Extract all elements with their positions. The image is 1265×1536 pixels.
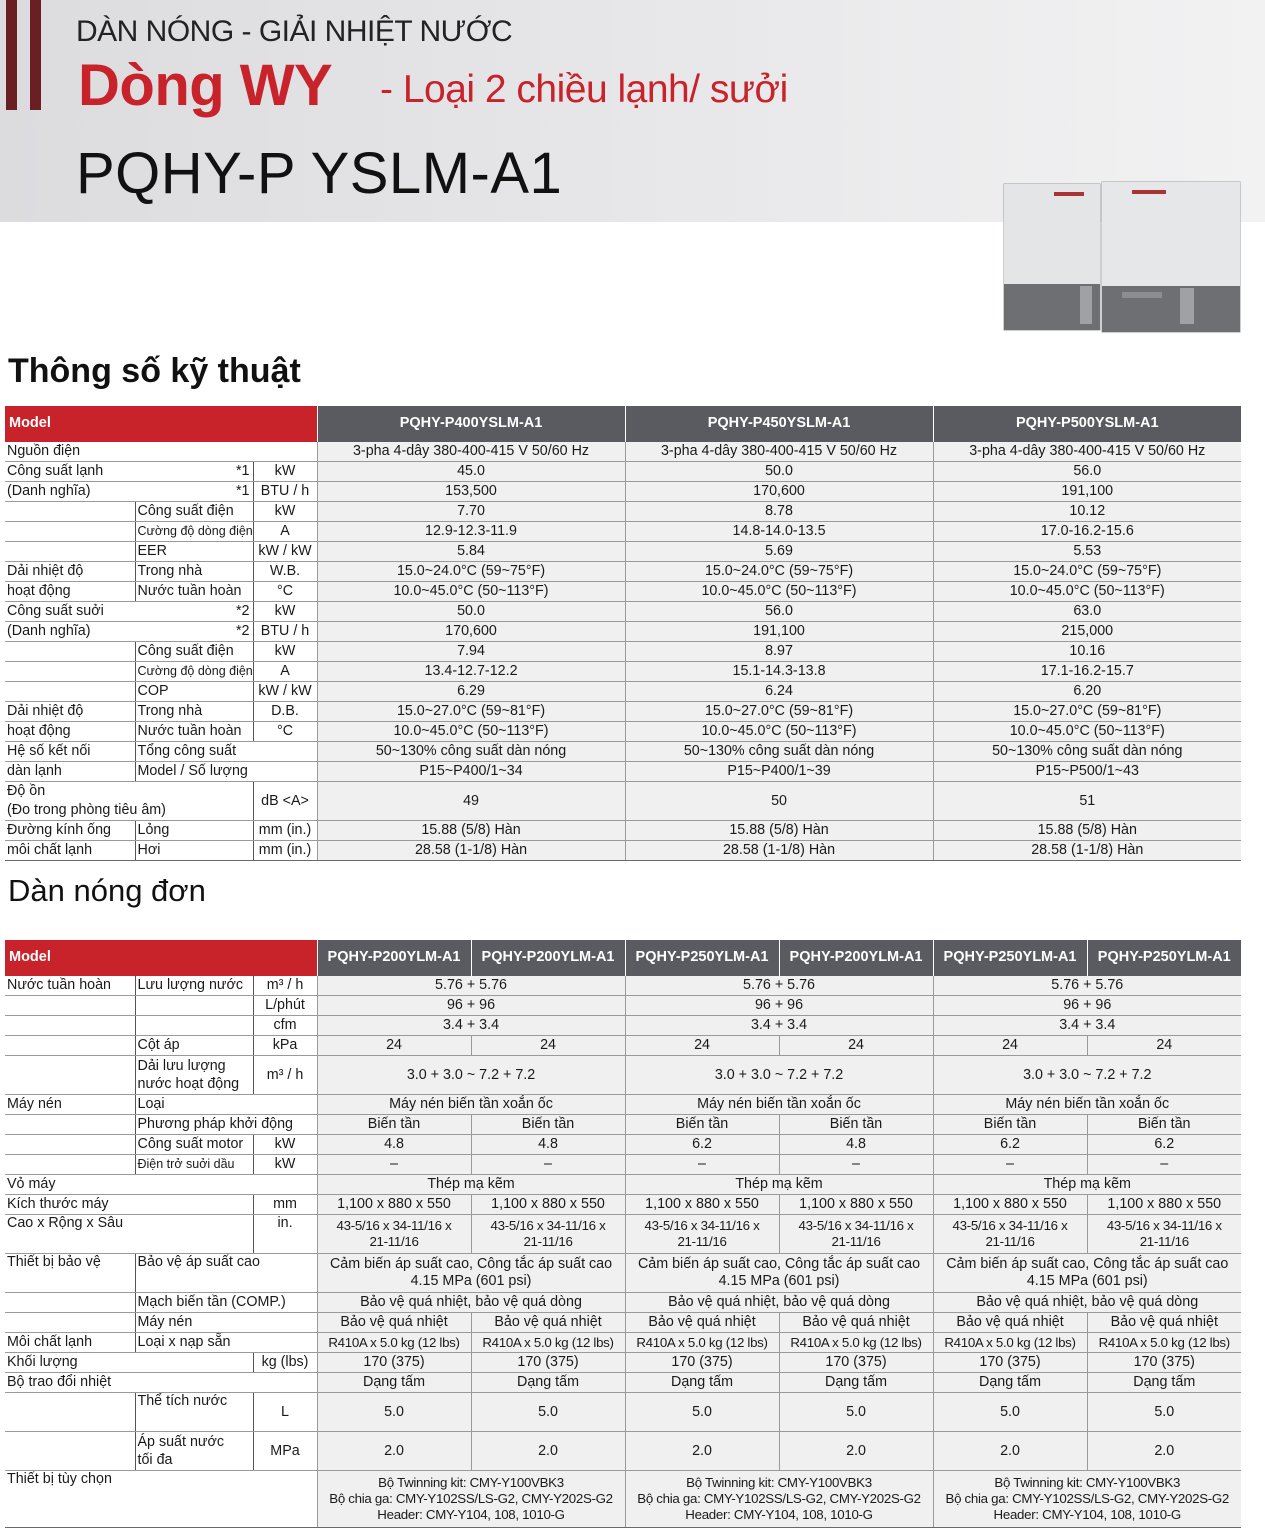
model-title: PQHY-P YSLM-A1 (76, 141, 563, 206)
table-row: Bộ trao đổi nhiệt Dạng tấm Dạng tấm Dạng tấm Dạng tấm Dạng tấm Dạng tấm (5, 1373, 1241, 1393)
model-header: Model (5, 406, 317, 442)
accent-bar (6, 0, 17, 110)
table-row: hoạt động Nước tuần hoàn °C 10.0~45.0°C (50~113°F) 10.0~45.0°C (50~113°F) 10.0~45.0°C (50~113°F) (5, 582, 1241, 602)
table-row: (Danh nghĩa) *2 BTU / h 170,600 191,100 215,000 (5, 622, 1241, 642)
table-row: Cột áp kPa 24 24 24 24 24 24 (5, 1036, 1241, 1056)
table-row: Thiết bị tùy chọn Bộ Twinning kit: CMY-Y100VBK3 Bộ chia ga: CMY-Y102SS/LS-G2, CMY-Y202S-G2 Header: CMY-Y104, 108, 1010-G Bộ Twinning kit: CMY-Y100VBK3 Bộ chia ga: CMY-Y102SS/LS-G2, CMY-Y202S-G2 Header: CMY-Y104, 108, 1010-G Bộ Twinning kit: CMY-Y100VBK3 Bộ chia ga: CMY-Y102SS/LS-G2, CMY-Y202S-G2 Header: CMY-Y104, 108, 1010-G (5, 1471, 1241, 1528)
model-column: PQHY-P250YLM-A1 (933, 940, 1087, 976)
table-row: hoạt động Nước tuần hoàn °C 10.0~45.0°C (50~113°F) 10.0~45.0°C (50~113°F) 10.0~45.0°C (50~113°F) (5, 722, 1241, 742)
table-row: cfm 3.4 + 3.4 3.4 + 3.4 3.4 + 3.4 (5, 1016, 1241, 1036)
table-row: EER kW / kW 5.84 5.69 5.53 (5, 542, 1241, 562)
table-row: Thể tích nước L 5.0 5.0 5.0 5.0 5.0 5.0 (5, 1393, 1241, 1432)
spec-table (5, 406, 1241, 861)
table-row: Nguồn điện 3-pha 4-dây 380-400-415 V 50/60 Hz 3-pha 4-dây 380-400-415 V 50/60 Hz 3-pha 4-dây 380-400-415 V 50/60 Hz (5, 442, 1241, 462)
table-row: Hệ số kết nối Tổng công suất 50~130% công suất dàn nóng 50~130% công suất dàn nóng 50~130% công suất dàn nóng (5, 742, 1241, 762)
model-column: PQHY-P450YSLM-A1 (625, 406, 933, 442)
model-column: PQHY-P200YLM-A1 (471, 940, 625, 976)
kicker-title: DÀN NÓNG - GIẢI NHIỆT NƯỚC (76, 15, 513, 48)
model-column: PQHY-P500YSLM-A1 (933, 406, 1241, 442)
table-row: Độ ồn (Đo trong phòng tiêu âm) dB <A> 49 50 51 (5, 782, 1241, 821)
table-row: Cường độ dòng điện A 13.4-12.7-12.2 15.1-14.3-13.8 17.1-16.2-15.7 (5, 662, 1241, 682)
accent-bar (30, 0, 41, 110)
single-unit-table (5, 940, 1241, 1528)
table-row: Công suất điện kW 7.94 8.97 10.16 (5, 642, 1241, 662)
table-row: Vỏ máy Thép mạ kẽm Thép mạ kẽm Thép mạ kẽm (5, 1175, 1241, 1195)
table-row: Mạch biến tần (COMP.) Bảo vệ quá nhiệt, bảo vệ quá dòng Bảo vệ quá nhiệt, bảo vệ quá dòng Bảo vệ quá nhiệt, bảo vệ quá dòng (5, 1293, 1241, 1313)
table-row: Dải nhiệt độ Trong nhà W.B. 15.0~24.0°C (59~75°F) 15.0~24.0°C (59~75°F) 15.0~24.0°C (59~75°F) (5, 562, 1241, 582)
table-row: Thiết bị bảo vệ Bảo vệ áp suất cao Cảm biến áp suất cao, Công tắc áp suất cao 4.15 MPa (601 psi) Cảm biến áp suất cao, Công tắc áp suất cao 4.15 MPa (601 psi) Cảm biến áp suất cao, Công tắc áp suất cao 4.15 MPa (601 psi) (5, 1254, 1241, 1293)
product-image (1002, 180, 1244, 334)
model-column: PQHY-P400YSLM-A1 (317, 406, 625, 442)
spec-header-row (5, 406, 1241, 442)
table-row: Áp suất nước tối đa MPa 2.0 2.0 2.0 2.0 2.0 2.0 (5, 1432, 1241, 1471)
series-subtitle: - Loại 2 chiều lạnh/ sưởi (380, 68, 788, 111)
table-row: Dải nhiệt độ Trong nhà D.B. 15.0~27.0°C (59~81°F) 15.0~27.0°C (59~81°F) 15.0~27.0°C (59~81°F) (5, 702, 1241, 722)
table-row: môi chất lạnh Hơi mm (in.) 28.58 (1-1/8) Hàn 28.58 (1-1/8) Hàn 28.58 (1-1/8) Hàn (5, 841, 1241, 861)
model-column: PQHY-P200YLM-A1 (317, 940, 471, 976)
single-header-row (5, 940, 1241, 976)
table-row: Điện trở suởi dầu kW – – – – – – (5, 1155, 1241, 1175)
model-column: PQHY-P200YLM-A1 (779, 940, 933, 976)
model-column: PQHY-P250YLM-A1 (625, 940, 779, 976)
table-row: Máy nén Loại Máy nén biến tần xoắn ốc Máy nén biến tần xoắn ốc Máy nén biến tần xoắn ốc (5, 1095, 1241, 1115)
table-row: Nước tuần hoàn Lưu lượng nước m³ / h 5.76 + 5.76 5.76 + 5.76 5.76 + 5.76 (5, 976, 1241, 996)
table-row: Khối lượng kg (lbs) 170 (375) 170 (375) 170 (375) 170 (375) 170 (375) 170 (375) (5, 1353, 1241, 1373)
table-row: Máy nén Bảo vệ quá nhiệt Bảo vệ quá nhiệt Bảo vệ quá nhiệt Bảo vệ quá nhiệt Bảo vệ quá nhiệt Bảo vệ quá nhiệt (5, 1313, 1241, 1333)
table-row: Công suất lạnh *1 kW 45.0 50.0 56.0 (5, 462, 1241, 482)
table-row: COP kW / kW 6.29 6.24 6.20 (5, 682, 1241, 702)
table-row: (Danh nghĩa) *1 BTU / h 153,500 170,600 191,100 (5, 482, 1241, 502)
table-row: dàn lạnh Model / Số lượng P15~P400/1~34 P15~P400/1~39 P15~P500/1~43 (5, 762, 1241, 782)
table-row: Cường độ dòng điện A 12.9-12.3-11.9 14.8-14.0-13.5 17.0-16.2-15.6 (5, 522, 1241, 542)
table-row: L/phút 96 + 96 96 + 96 96 + 96 (5, 996, 1241, 1016)
table-row: Môi chất lạnh Loại x nạp sẵn R410A x 5.0 kg (12 lbs) R410A x 5.0 kg (12 lbs) R410A x 5.0 kg (12 lbs) R410A x 5.0 kg (12 lbs) R410A x 5.0 kg (12 lbs) R410A x 5.0 kg (12 lbs) (5, 1333, 1241, 1353)
single-section-title: Dàn nóng đơn (8, 873, 206, 908)
table-row: Phương pháp khởi động Biến tần Biến tần Biến tần Biến tần Biến tần Biến tần (5, 1115, 1241, 1135)
table-row: Kích thước máy mm 1,100 x 880 x 550 1,100 x 880 x 550 1,100 x 880 x 550 1,100 x 880 x 550 1,100 x 880 x 550 1,100 x 880 x 550 (5, 1195, 1241, 1215)
table-row: Dải lưu lượng nước hoạt động m³ / h 3.0 + 3.0 ~ 7.2 + 7.2 3.0 + 3.0 ~ 7.2 + 7.2 3.0 + 3.0 ~ 7.2 + 7.2 (5, 1056, 1241, 1095)
series-title: Dòng WY (78, 53, 333, 118)
model-header: Model (5, 940, 317, 976)
table-row: Cao x Rộng x Sâu in. 43-5/16 x 34-11/16 x 21-11/16 43-5/16 x 34-11/16 x 21-11/16 43-5/16 x 34-11/16 x 21-11/16 43-5/16 x 34-11/16 x 21-11/16 43-5/16 x 34-11/16 x 21-11/16 43-5/16 x 34-11/16 x 21-11/16 (5, 1215, 1241, 1254)
spec-section-title: Thông số kỹ thuật (8, 352, 301, 390)
table-row: Công suất motor kW 4.8 4.8 6.2 4.8 6.2 6.2 (5, 1135, 1241, 1155)
table-row: Công suất điện kW 7.70 8.78 10.12 (5, 502, 1241, 522)
table-row: Công suất suởi *2 kW 50.0 56.0 63.0 (5, 602, 1241, 622)
model-column: PQHY-P250YLM-A1 (1087, 940, 1241, 976)
table-row: Đường kính ống Lỏng mm (in.) 15.88 (5/8) Hàn 15.88 (5/8) Hàn 15.88 (5/8) Hàn (5, 821, 1241, 841)
